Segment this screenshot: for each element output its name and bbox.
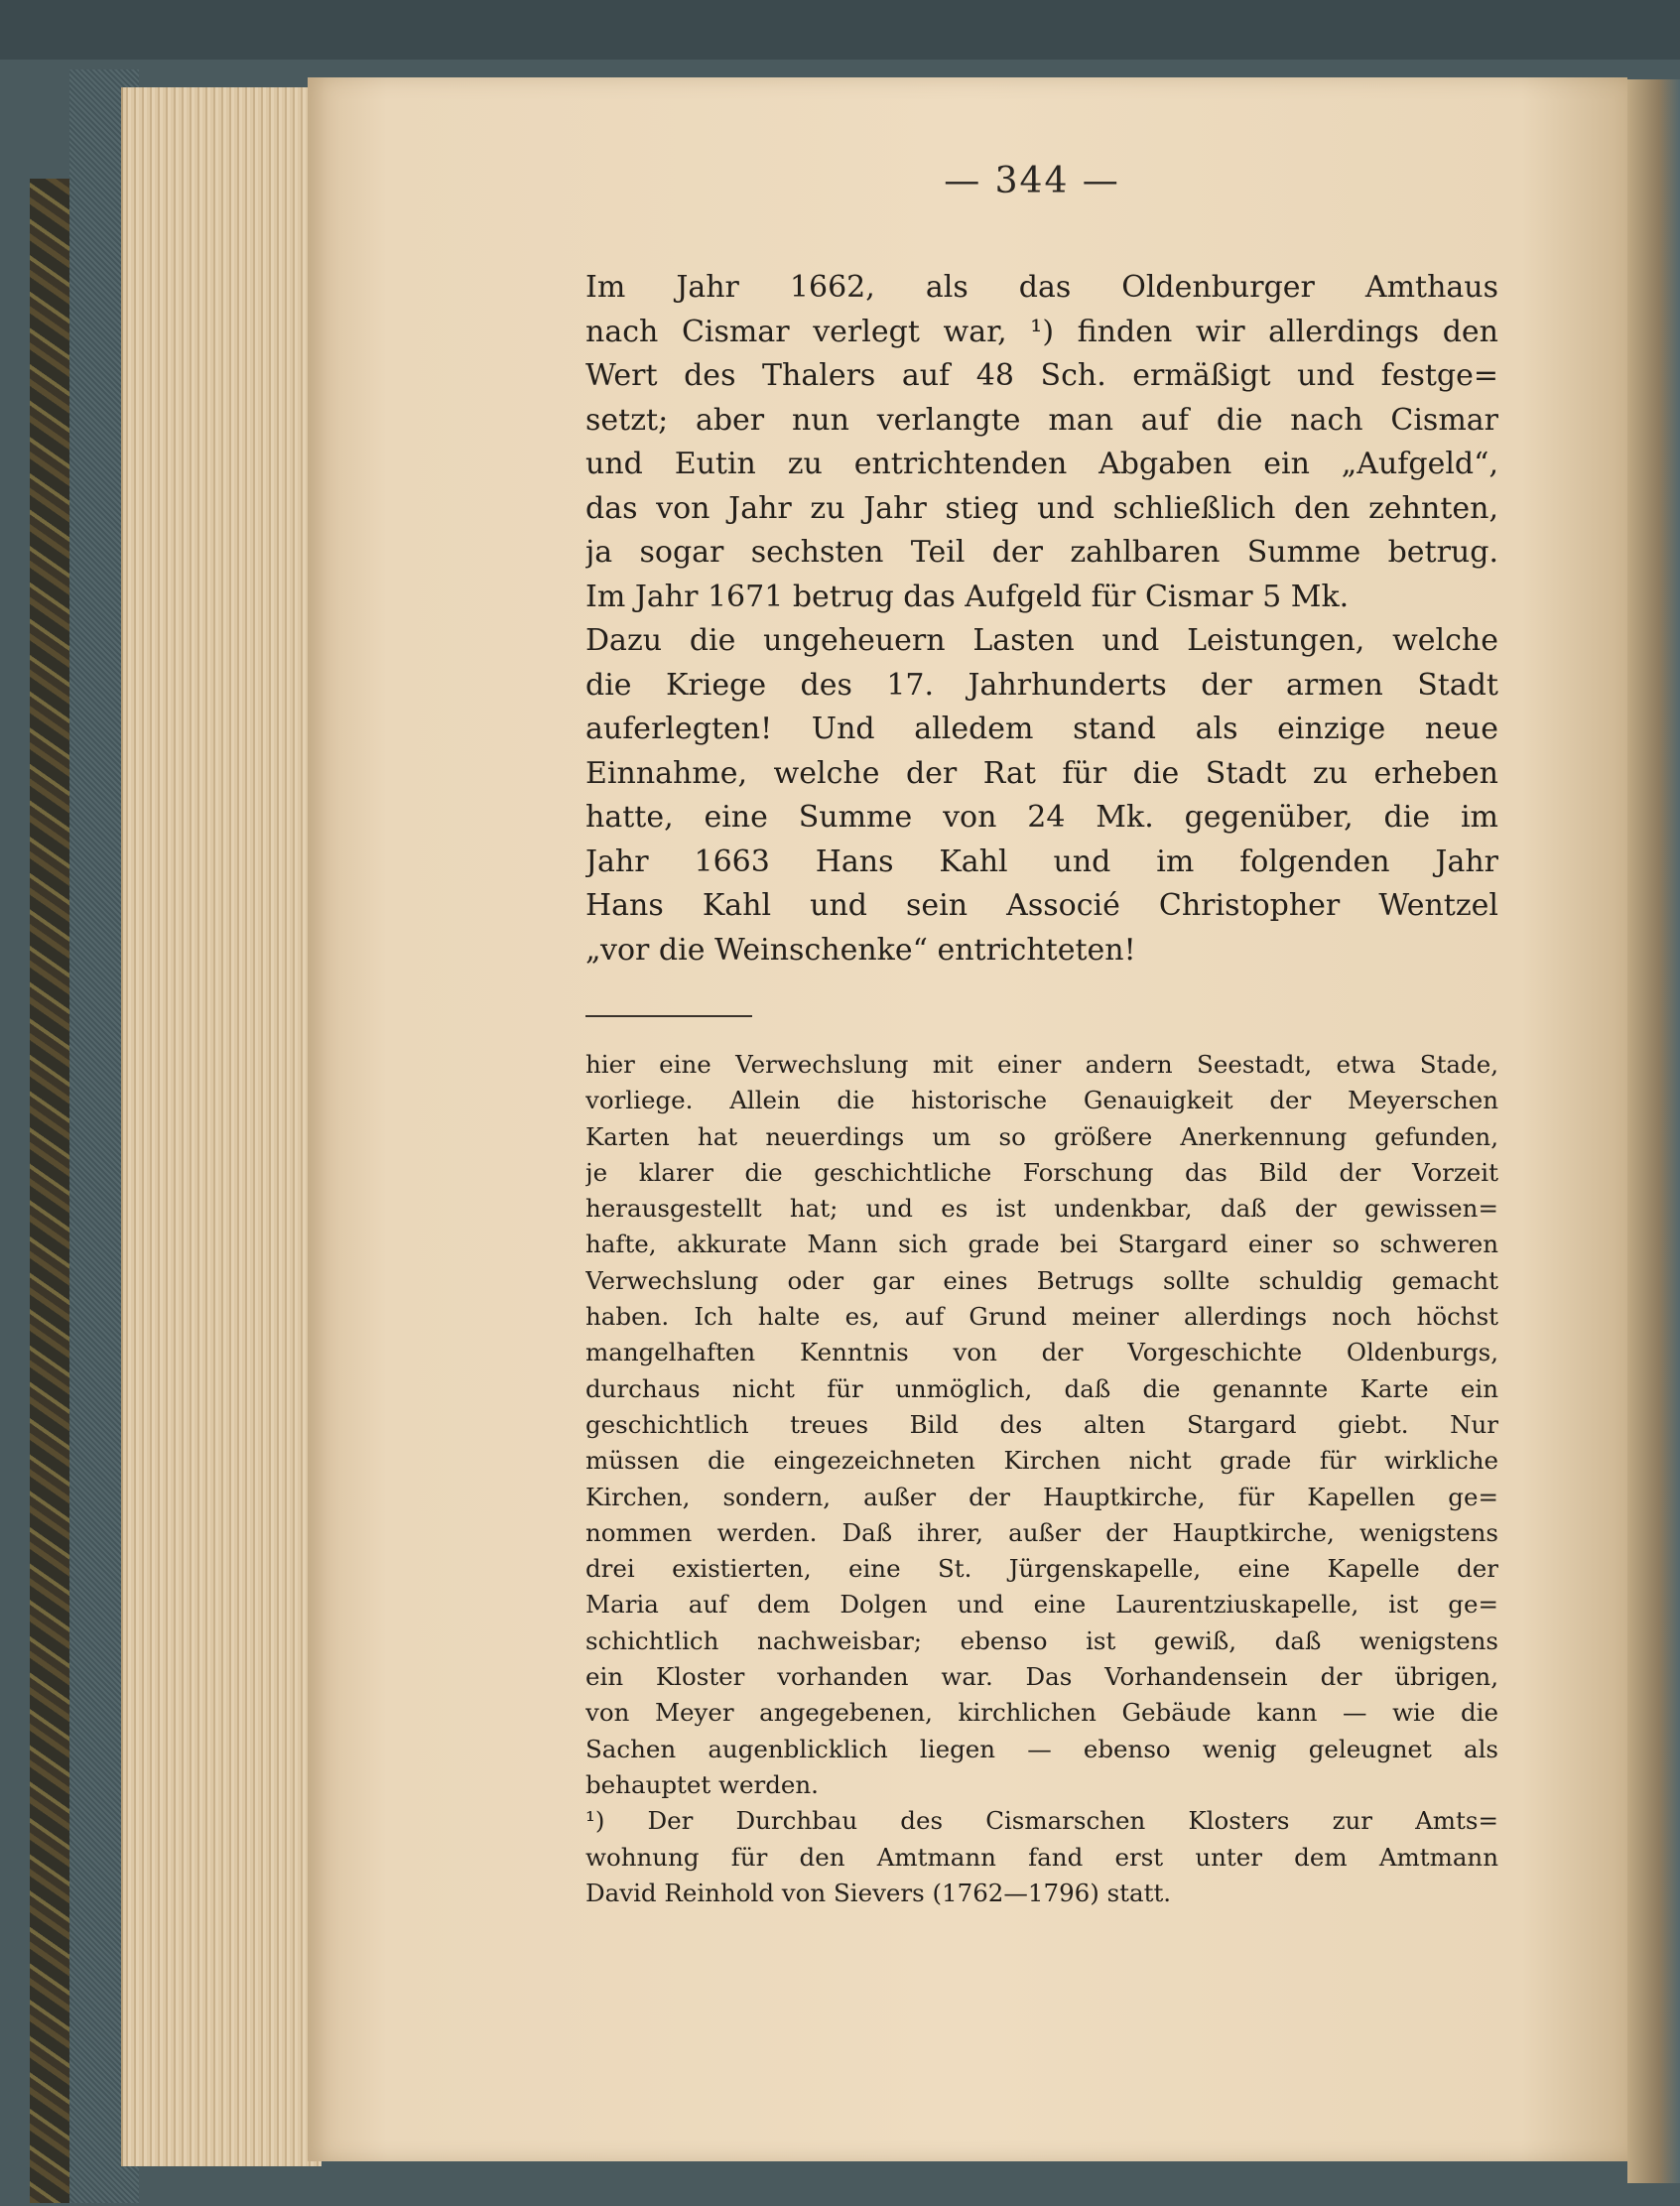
text-line: Einnahme, welche der Rat für die Stadt zu erheben	[585, 755, 1498, 791]
text-line: „vor die Weinschenke“ entrichteten!	[585, 932, 1136, 968]
footnote-line: Kirchen, sondern, außer der Hauptkirche, für Kapellen ge=	[585, 1482, 1498, 1511]
text-line: Jahr 1663 Hans Kahl und im folgenden Jahr	[585, 843, 1498, 879]
text-line: hatte, eine Summe von 24 Mk. gegenüber, die im	[585, 800, 1498, 835]
text-line: und Eutin zu entrichtenden Abgaben ein „Aufgeld“,	[585, 447, 1498, 481]
footnote-line: je klarer die geschichtliche Forschung das Bild der Vorzeit	[585, 1157, 1498, 1187]
footnote-line: drei existierten, eine St. Jürgenskapelle, eine Kapelle der	[585, 1554, 1498, 1584]
text-line: Im Jahr 1662, als das Oldenburger Amthaus	[585, 270, 1498, 305]
page-number: — 344 —	[944, 161, 1120, 201]
footnote-line: vorliege. Allein die historische Genauigkeit der Meyerschen	[585, 1086, 1498, 1115]
footnote-line: müssen die eingezeichneten Kirchen nicht grade für wirkliche	[585, 1446, 1498, 1476]
footnote-line: herausgestellt hat; und es ist undenkbar, daß der gewissen=	[585, 1194, 1498, 1224]
footnote-line: haben. Ich halte es, auf Grund meiner allerdings noch höchst	[585, 1302, 1498, 1332]
text-line: die Kriege des 17. Jahrhunderts der armen Stadt	[585, 667, 1498, 703]
text-line: Dazu die ungeheuern Lasten und Leistungen, welche	[585, 623, 1498, 658]
footnote-line: schichtlich nachweisbar; ebenso ist gewiß, daß wenigstens	[585, 1625, 1498, 1655]
footnote-line: nommen werden. Daß ihrer, außer der Hauptkirche, wenigstens	[585, 1517, 1498, 1547]
footnote-text	[585, 1047, 1498, 1911]
footnote-line: David Reinhold von Sievers (1762—1796) statt.	[585, 1878, 1172, 1907]
text-line: setzt; aber nun verlangte man auf die nach Cismar	[585, 402, 1498, 438]
main-text	[585, 266, 1498, 973]
text-line: das von Jahr zu Jahr stieg und schließlich den zehnten,	[585, 490, 1498, 526]
footnote-line: durchaus nicht für unmöglich, daß die genannte Karte ein	[585, 1373, 1498, 1403]
footnote-line: behauptet werden.	[585, 1769, 819, 1799]
page-edges	[121, 87, 322, 2166]
footnote-line: ein Kloster vorhanden war. Das Vorhandensein der übrigen,	[585, 1662, 1498, 1692]
footnote-line: hafte, akkurate Mann sich grade bei Stargard einer so schweren	[585, 1230, 1498, 1259]
footnote-line: wohnung für den Amtmann fand erst unter dem Amtmann	[585, 1842, 1498, 1872]
footnote-line: ¹) Der Durchbau des Cismarschen Klosters zur Amts=	[585, 1806, 1498, 1836]
footnote-line: Karten hat neuerdings um so größere Anerkennung gefunden,	[585, 1121, 1498, 1151]
text-line: Wert des Thalers auf 48 Sch. ermäßigt und festge=	[585, 358, 1498, 393]
footnote-line: Maria auf dem Dolgen und eine Laurentziuskapelle, ist ge=	[585, 1590, 1498, 1620]
footnote-line: Sachen augenblicklich liegen — ebenso wenig geleugnet als	[585, 1734, 1498, 1763]
footnote-line: geschichtlich treues Bild des alten Stargard giebt. Nur	[585, 1409, 1498, 1439]
text-line: Hans Kahl und sein Associé Christopher Wentzel	[585, 888, 1498, 923]
footnote-line: mangelhaften Kenntnis von der Vorgeschichte Oldenburgs,	[585, 1338, 1498, 1367]
text-line: auferlegten! Und alledem stand als einzige neue	[585, 712, 1498, 746]
footnote-line: von Meyer angegebenen, kirchlichen Gebäude kann — wie die	[585, 1698, 1498, 1728]
facing-page-edge	[1627, 79, 1680, 2183]
footnote-line: hier eine Verwechslung mit einer andern Seestadt, etwa Stade,	[585, 1050, 1498, 1079]
text-line: nach Cismar verlegt war, ¹) finden wir allerdings den	[585, 314, 1498, 349]
text-line: ja sogar sechsten Teil der zahlbaren Summe betrug.	[585, 535, 1498, 570]
footnote-line: Verwechslung oder gar eines Betrugs sollte schuldig gemacht	[585, 1265, 1498, 1295]
text-line: Im Jahr 1671 betrug das Aufgeld für Cismar 5 Mk.	[585, 579, 1350, 614]
footnote-rule	[585, 1015, 752, 1017]
